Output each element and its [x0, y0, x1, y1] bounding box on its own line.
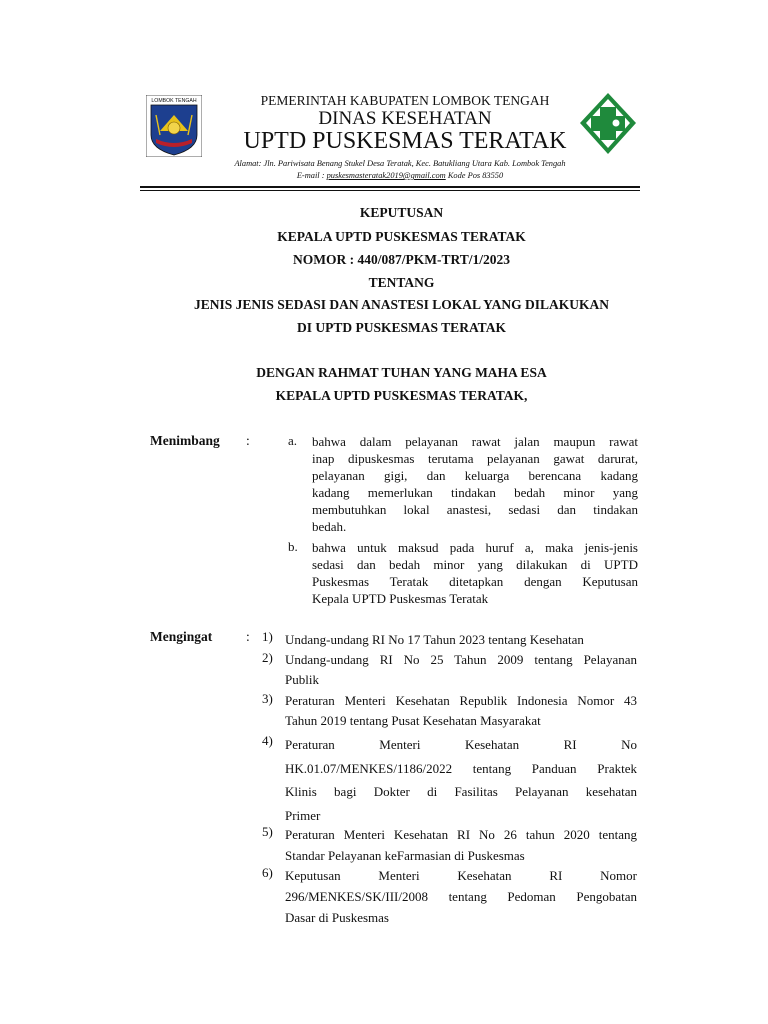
mengingat-3-line: Peraturan Menteri Kesehatan Republik Indonesia Nomor 43	[285, 693, 637, 708]
letterhead-rule-thick	[140, 186, 640, 188]
mengingat-marker-2: 2)	[262, 650, 273, 665]
title-subject-line2: DI UPTD PUSKESMAS TERATAK	[297, 320, 506, 335]
menimbang-marker-b: b.	[288, 539, 298, 554]
mengingat-marker-1: 1)	[262, 629, 273, 644]
mengingat-6-line: Keputusan Menteri Kesehatan RI Nomor	[285, 868, 637, 883]
letterhead-address: Alamat: Jln. Pariwisata Benang Stukel Desa Teratak, Kec. Batukliang Utara Kab. Lombok Tengah	[234, 159, 566, 168]
mengingat-2-line: Undang-undang RI No 25 Tahun 2009 tentang Pelayanan	[285, 652, 637, 667]
menimbang-b-line: sedasi dan bedah minor yang dilakukan di UPTD	[312, 557, 638, 572]
letterhead-rule-thin	[140, 190, 640, 191]
mengingat-item-4	[285, 733, 637, 827]
title-official: KEPALA UPTD PUSKESMAS TERATAK,	[275, 388, 528, 403]
menimbang-label: Menimbang	[150, 433, 220, 448]
mengingat-marker-4: 4)	[262, 733, 273, 748]
mengingat-item-3	[285, 691, 637, 731]
mengingat-6-line: Dasar di Puskesmas	[285, 910, 389, 925]
mengingat-item-1	[285, 629, 637, 650]
title-head: KEPALA UPTD PUSKESMAS TERATAK	[277, 229, 526, 244]
mengingat-colon: :	[246, 629, 250, 644]
mengingat-2-line: Publik	[285, 672, 319, 687]
menimbang-a-line: membutuhkan lokal anastesi, sedasi dan tindakan	[312, 502, 638, 517]
letterhead-agency: DINAS KESEHATAN	[318, 108, 492, 129]
menimbang-a-line: bedah.	[312, 519, 347, 534]
mengingat-marker-3: 3)	[262, 691, 273, 706]
letterhead-government: PEMERINTAH KABUPATEN LOMBOK TENGAH	[260, 93, 550, 108]
mengingat-marker-6: 6)	[262, 865, 273, 880]
menimbang-a-line: pelayanan gigi, dan keluarga berencana kadang	[312, 468, 638, 483]
title-invocation: DENGAN RAHMAT TUHAN YANG MAHA ESA	[256, 365, 547, 380]
mengingat-item-5	[285, 824, 637, 866]
mengingat-4-line: Klinis bagi Dokter di Fasilitas Pelayanan kesehatan	[285, 784, 637, 799]
title-number: NOMOR : 440/087/PKM-TRT/1/2023	[292, 252, 510, 267]
menimbang-b-line: Kepala UPTD Puskesmas Teratak	[312, 591, 489, 606]
mengingat-4-line: Peraturan Menteri Kesehatan RI No	[285, 737, 637, 752]
mengingat-1-line: Undang-undang RI No 17 Tahun 2023 tentang Kesehatan	[285, 632, 584, 647]
mengingat-label: Mengingat	[150, 629, 213, 644]
regency-logo	[146, 95, 202, 157]
menimbang-item-a	[312, 433, 638, 535]
mengingat-marker-5: 5)	[262, 824, 273, 839]
menimbang-b-line: Puskesmas Teratak ditetapkan dengan Keputusan	[312, 574, 638, 589]
postcode: Kode Pos 83550	[445, 171, 504, 180]
mengingat-4-line: HK.01.07/MENKES/1186/2022 tentang Panduan Praktek	[285, 760, 637, 776]
menimbang-colon: :	[246, 433, 250, 448]
title-about: TENTANG	[368, 275, 435, 290]
menimbang-marker-a: a.	[288, 433, 298, 448]
mengingat-4-line: Primer	[285, 807, 321, 823]
mengingat-5-line: Standar Pelayanan keFarmasian di Puskesmas	[285, 848, 525, 863]
email-label: E-mail :	[296, 171, 327, 180]
title-decree: KEPUTUSAN	[359, 205, 444, 220]
mengingat-item-6	[285, 865, 637, 928]
menimbang-a-line: kadang memerlukan tindakan bedah minor yang	[312, 485, 638, 500]
menimbang-item-b	[312, 539, 638, 607]
mengingat-item-2	[285, 650, 637, 690]
title-subject-line1: JENIS JENIS SEDASI DAN ANASTESI LOKAL YANG DILAKUKAN	[194, 297, 609, 312]
letterhead-contact	[150, 171, 650, 180]
mengingat-3-line: Tahun 2019 tentang Pusat Kesehatan Masyarakat	[285, 713, 541, 728]
menimbang-a-line: bahwa dalam pelayanan rawat jalan maupun rawat	[312, 434, 638, 449]
email-link[interactable]: puskesmasteratak2019@gmail.com	[326, 171, 446, 180]
logo-left-caption: LOMBOK TENGAH	[151, 98, 197, 104]
menimbang-b-line: bahwa untuk maksud pada huruf a, maka jenis-jenis	[312, 540, 638, 555]
menimbang-a-line: inap dipuskesmas terutama pelayanan gawat darurat,	[312, 451, 638, 466]
mengingat-5-line: Peraturan Menteri Kesehatan RI No 26 tahun 2020 tentang	[285, 827, 637, 842]
mengingat-6-line: 296/MENKES/SK/III/2008 tentang Pedoman Pengobatan	[285, 889, 637, 904]
letterhead-institution: UPTD PUSKESMAS TERATAK	[243, 128, 567, 154]
